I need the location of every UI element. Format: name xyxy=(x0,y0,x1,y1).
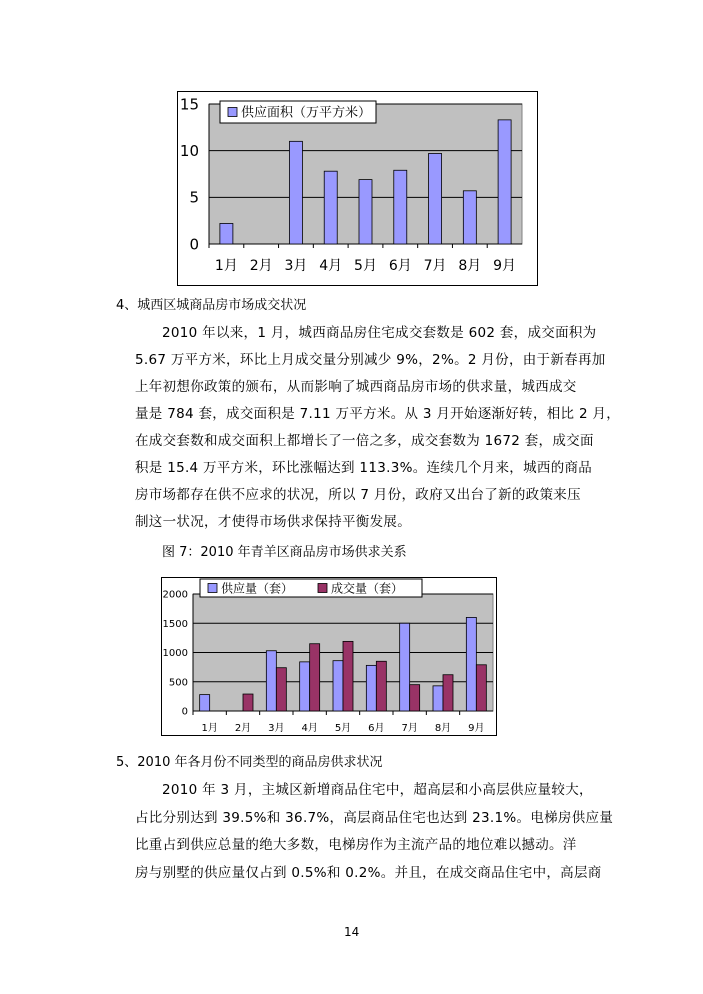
c2-bar-s1 xyxy=(333,661,343,711)
c1-x-tick-label: 4月 xyxy=(319,258,343,274)
c1-bar-s1 xyxy=(324,171,337,244)
c2-y-tick-label: 1000 xyxy=(162,648,188,659)
section-4-line-1: 2010 年以来，1 月，城西商品房住宅成交套数是 602 套，成交面积为 xyxy=(162,325,597,341)
c1-x-tick-label: 3月 xyxy=(284,258,308,274)
section-4-line-2: 5.67 万平方米，环比上月成交量分别减少 9%，2%。2 月份，由于新春再加 xyxy=(135,352,606,368)
section-4-line-3: 上年初想你政策的颁布，从而影响了城西商品房市场的供求量，城西成交 xyxy=(135,379,577,395)
c1-bar-s1 xyxy=(429,153,442,244)
c2-legend-swatch xyxy=(318,584,327,593)
c1-bar-s1 xyxy=(463,191,476,244)
c2-y-tick-label: 2000 xyxy=(162,589,188,601)
c1-legend-label: 供应面积（万平方米） xyxy=(241,105,372,121)
section-5-line-1: 2010 年 3 月，主城区新增商品住宅中，超高层和小高层供应量较大， xyxy=(162,782,593,798)
c2-bar-s1 xyxy=(466,617,476,711)
supply-demand-chart xyxy=(161,577,497,736)
c1-bar-s1 xyxy=(220,223,233,244)
c2-bar-s1 xyxy=(266,651,276,711)
c2-bar-s2 xyxy=(376,661,386,711)
c2-bar-s2 xyxy=(310,644,320,711)
c1-x-tick-label: 9月 xyxy=(493,258,517,274)
c2-bar-s1 xyxy=(300,662,310,711)
c2-legend-label: 供应量（套） xyxy=(221,581,294,596)
section-5-line-2: 占比分别达到 39.5%和 36.7%，高层商品住宅也达到 23.1%。电梯房供应量 xyxy=(135,810,614,826)
section-5-line-3: 比重占到供应总量的绝大多数，电梯房作为主流产品的地位难以撼动。洋 xyxy=(135,837,577,853)
c1-legend-swatch xyxy=(228,108,237,117)
c2-y-tick-label: 500 xyxy=(168,677,188,689)
c1-y-tick-label: 10 xyxy=(179,141,199,160)
c1-x-tick-label: 1月 xyxy=(214,258,238,274)
c2-x-tick-label: 5月 xyxy=(334,723,352,734)
c2-bar-s1 xyxy=(400,623,410,711)
section-4-line-8: 制这一状况，才使得市场供求保持平衡发展。 xyxy=(135,514,411,530)
section-4-line-6: 积是 15.4 万平方米，环比涨幅达到 113.3%。连续几个月来，城西的商品 xyxy=(135,460,593,476)
c2-x-tick-label: 9月 xyxy=(468,723,485,734)
c2-y-tick-label: 1500 xyxy=(162,618,188,630)
c2-bar-s2 xyxy=(410,685,420,711)
c2-legend-label: 成交量（套） xyxy=(331,581,404,596)
c2-x-tick-label: 6月 xyxy=(368,723,385,734)
c2-bar-s1 xyxy=(200,695,210,711)
c1-bar-s1 xyxy=(359,180,372,244)
c1-x-tick-label: 5月 xyxy=(354,258,377,274)
c2-bar-s1 xyxy=(366,665,376,711)
c2-bar-s1 xyxy=(433,686,443,711)
c2-x-tick-label: 1月 xyxy=(201,723,218,734)
supply-area-chart xyxy=(177,91,538,286)
c2-bar-s2 xyxy=(243,694,253,711)
supply-demand-chart-svg xyxy=(162,578,496,735)
c2-bar-s2 xyxy=(443,675,453,711)
c2-x-tick-label: 4月 xyxy=(301,723,318,734)
c1-x-tick-label: 2月 xyxy=(249,258,273,274)
c2-bar-s2 xyxy=(476,665,486,711)
c1-y-tick-label: 0 xyxy=(189,235,199,254)
c1-x-tick-label: 8月 xyxy=(458,258,482,274)
supply-area-chart-svg xyxy=(178,92,537,285)
c2-legend-swatch xyxy=(208,584,217,593)
section-4-line-7: 房市场都存在供不应求的状况，所以 7 月份，政府又出台了新的政策来压 xyxy=(135,487,581,503)
c1-y-tick-label: 5 xyxy=(189,188,199,207)
section-4-heading: 4、城西区城商品房市场成交状况 xyxy=(116,298,307,313)
c2-x-tick-label: 3月 xyxy=(268,723,285,734)
section-4-line-4: 量是 784 套，成交面积是 7.11 万平方米。从 3 月开始逐渐好转，相比 2 月， xyxy=(135,406,621,422)
section-5-heading: 5、2010 年各月份不同类型的商品房供求状况 xyxy=(116,755,383,770)
c1-bar-s1 xyxy=(289,141,302,244)
c2-bar-s2 xyxy=(343,641,353,711)
figure-7-caption: 图 7：2010 年青羊区商品房市场供求关系 xyxy=(162,545,407,560)
section-5-line-4: 房与别墅的供应量仅占到 0.5%和 0.2%。并且，在成交商品住宅中，高层商 xyxy=(135,865,602,881)
c2-x-tick-label: 8月 xyxy=(434,723,452,734)
c2-bar-s2 xyxy=(276,668,286,711)
c1-x-tick-label: 7月 xyxy=(423,258,447,274)
c2-y-tick-label: 0 xyxy=(181,706,188,718)
section-4-line-5: 在成交套数和成交面积上都增长了一倍之多，成交套数为 1672 套，成交面 xyxy=(135,433,594,449)
page-number: 14 xyxy=(344,925,360,939)
c2-x-tick-label: 7月 xyxy=(401,723,418,734)
c1-x-tick-label: 6月 xyxy=(388,258,412,274)
c1-y-tick-label: 15 xyxy=(179,95,199,114)
c2-x-tick-label: 2月 xyxy=(234,723,252,734)
c1-bar-s1 xyxy=(394,170,407,244)
c1-bar-s1 xyxy=(498,120,511,244)
